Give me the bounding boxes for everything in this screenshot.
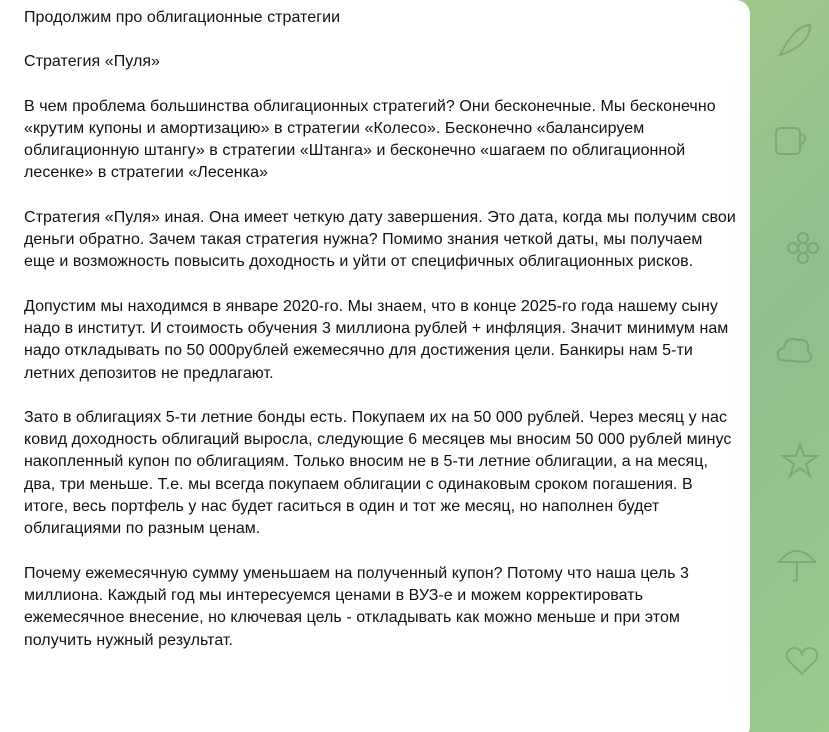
- message-paragraph: В чем проблема большинства облигационных стратегий? Они бесконечные. Мы бесконечно «крутим купоны и амортизацию» в стратегии «Колесо». Бесконечно «балансируем облигационную штангу» в стратегии «Штанга» и бесконечно «шагаем по облигационной лесенке» в стратегии «Лесенка»: [24, 97, 716, 182]
- leaf-doodle-icon: [775, 20, 815, 60]
- star-doodle-icon: [780, 440, 820, 480]
- message-paragraph: Зато в облигациях 5-ти летние бонды есть. Покупаем их на 50 000 рублей. Через месяц у нас ковид доходность облигаций выросла, следующие 6 месяцев мы вносим 50 000 рублей минус накопленный купон по облигациям. Только вносим не в 5-ти летние облигации, а на месяц, два, три меньше. Т.е. мы всегда покупаем облигации с одинаковым сроком погашения. В итоге, весь портфель у нас будет гаситься в один и тот же месяц, но наполнен будет облигациями по разным ценам.: [24, 408, 732, 538]
- heart-doodle-icon: [782, 640, 822, 680]
- message-paragraph-intro: Продолжим про облигационные стратегии: [24, 9, 341, 26]
- message-paragraph: Почему ежемесячную сумму уменьшаем на полученный купон? Потому что наша цель 3 миллиона. Каждый год мы интересуемся ценами в ВУЗ-е и можем корректировать ежемесячное внесение, но ключевая цель - откладывать как можно меньше и при этом получить нужный результат.: [24, 564, 689, 649]
- message-paragraph-heading: Стратегия «Пуля»: [24, 53, 161, 71]
- cloud-doodle-icon: [772, 330, 816, 370]
- message-paragraph: Стратегия «Пуля» иная. Она имеет четкую дату завершения. Это дата, когда мы получим свои деньги обратно. Зачем такая стратегия нужна? Помимо знания четкой даты, мы получаем еще и возможность повысить доходность и уйти от специфичных облигационных рисков.: [24, 208, 736, 271]
- message-paragraph: Допустим мы находимся в январе 2020-го. Мы знаем, что в конце 2025-го года нашему сыну надо в институт. И стоимость обучения 3 миллиона рублей + инфляция. Значит минимум нам надо откладывать по 50 000рублей ежемесячно для достижения цели. Банкиры нам 5-ти летних депозитов не предлагают.: [24, 297, 729, 382]
- mug-doodle-icon: [770, 120, 816, 160]
- flower-doodle-icon: [785, 230, 821, 266]
- message-text: [24, 7, 736, 652]
- umbrella-doodle-icon: [775, 540, 819, 584]
